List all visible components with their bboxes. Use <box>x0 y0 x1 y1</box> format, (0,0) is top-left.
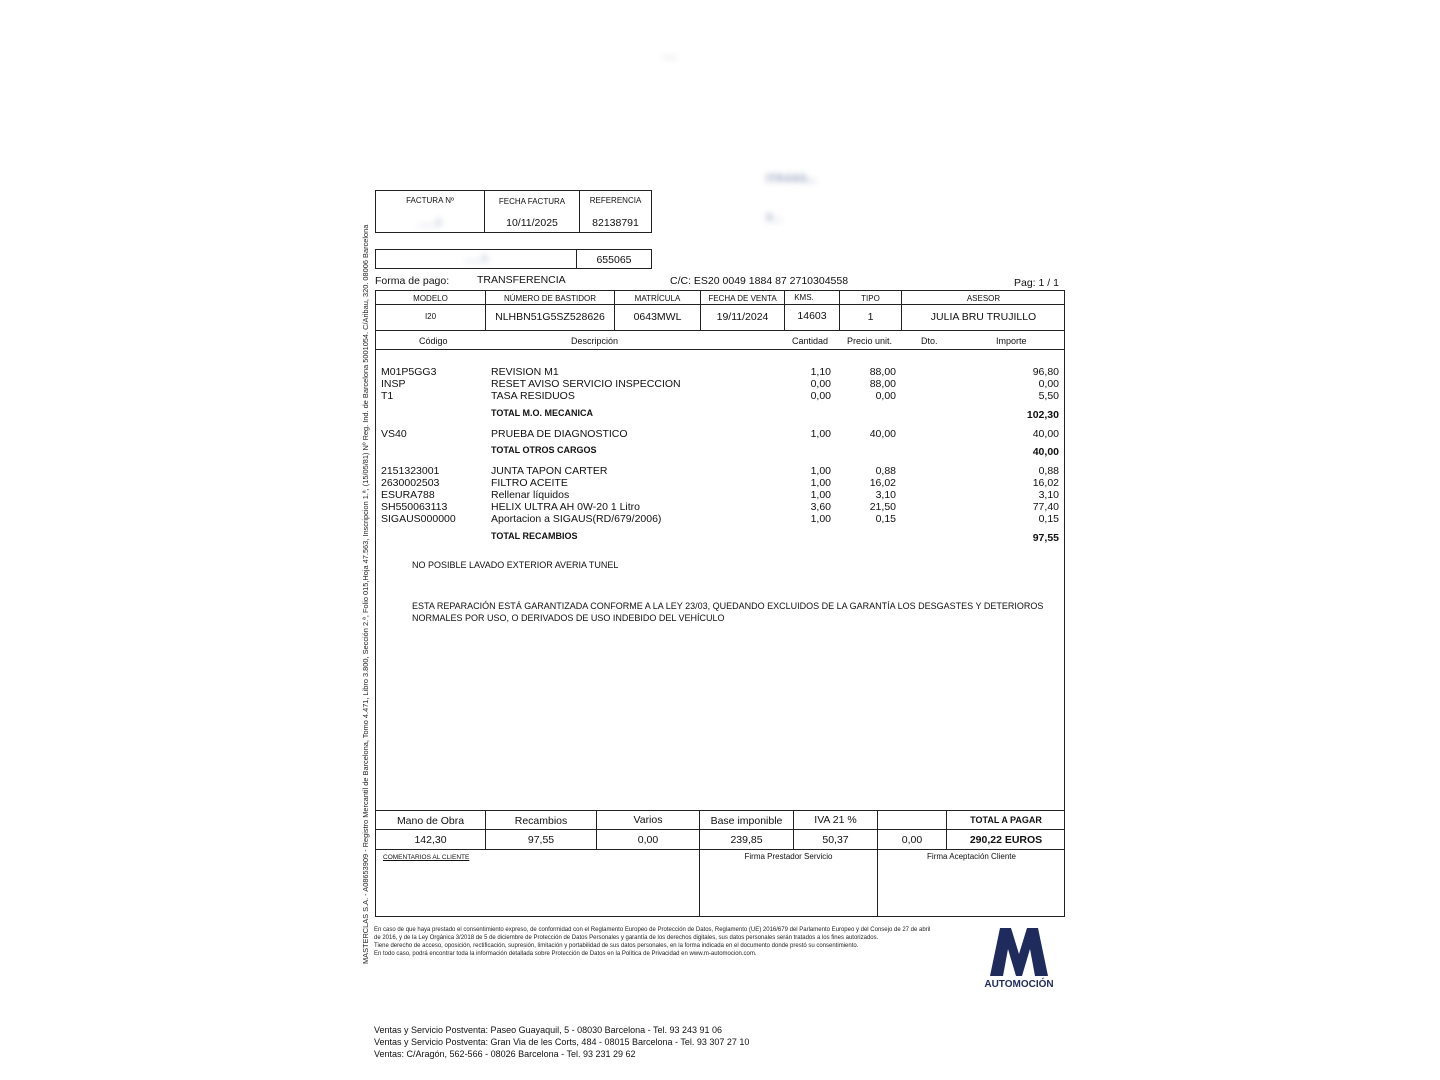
subtotal-label: TOTAL OTROS CARGOS <box>491 445 597 455</box>
line-code: T1 <box>381 390 394 402</box>
line-quantity: 1,00 <box>810 489 831 501</box>
blurred-recipient-line: B... <box>766 212 783 224</box>
line-description: TASA RESIDUOS <box>491 390 575 402</box>
factura-value: ......0 <box>418 217 442 229</box>
lines-header-precio: Precio unit. <box>847 336 893 346</box>
line-quantity: 1,10 <box>810 366 831 378</box>
totals-mano-obra: 142,30 <box>414 834 447 846</box>
line-amount: 0,15 <box>1038 513 1059 525</box>
line-amount: 40,00 <box>1032 428 1059 440</box>
line-amount: 96,80 <box>1032 366 1059 378</box>
vehicle-fecha-venta: 19/11/2024 <box>716 311 769 323</box>
totals-total-a-pagar: 290,22 EUROS <box>969 834 1043 846</box>
totals-header-total: TOTAL A PAGAR <box>970 815 1042 825</box>
legal-line: En todo caso, podrá encontrar toda la información detallada sobre Protección de Datos en la Política de Privacidad en www.m-automocion.com. <box>374 951 757 957</box>
line-unit-price: 0,00 <box>875 390 896 402</box>
vehicle-header-tipo: TIPO <box>861 294 880 303</box>
totals-header-iva: IVA 21 % <box>814 814 857 826</box>
vehicle-header-fecha-venta: FECHA DE VENTA <box>708 294 777 303</box>
vehicle-bastidor: NLHBN51G5SZ528626 <box>495 311 605 323</box>
line-unit-price: 16,02 <box>869 477 896 489</box>
totals-header-mano-obra: Mano de Obra <box>396 815 465 827</box>
client-code-right: 655065 <box>596 254 632 266</box>
referencia-label: REFERENCIA <box>589 196 642 205</box>
vehicle-kms: 14603 <box>797 310 827 322</box>
line-unit-price: 21,50 <box>869 501 896 513</box>
line-amount: 0,00 <box>1038 378 1059 390</box>
totals-header-varios: Varios <box>633 814 663 826</box>
vehicle-tipo: 1 <box>867 311 874 323</box>
fecha-factura-value: 10/11/2025 <box>506 217 558 229</box>
totals-iva: 50,37 <box>822 834 849 846</box>
line-unit-price: 3,10 <box>875 489 896 501</box>
line-code: VS40 <box>381 428 407 440</box>
totals-recambios: 97,55 <box>527 834 555 846</box>
line-description: JUNTA TAPON CARTER <box>491 465 608 477</box>
line-code: M01P5GG3 <box>381 366 437 378</box>
blurred-recipient-title: ITRANS... <box>766 173 817 185</box>
line-quantity: 3,60 <box>810 501 831 513</box>
subtotal-amount: 97,55 <box>1032 532 1059 544</box>
vehicle-header-asesor: ASESOR <box>966 294 1001 303</box>
line-quantity: 1,00 <box>810 428 831 440</box>
vehicle-asesor: JULIA BRU TRUJILLO <box>930 311 1037 323</box>
footer-address: Ventas y Servicio Postventa: Paseo Guayaquil, 5 - 08030 Barcelona - Tel. 93 243 91 06 <box>374 1025 723 1035</box>
note-garantia-line2: NORMALES POR USO, O DERIVADOS DE USO INDEBIDO DEL VEHÍCULO <box>412 613 725 623</box>
vehicle-header-matricula: MATRÍCULA <box>634 294 681 303</box>
line-code: 2630002503 <box>381 477 440 489</box>
note-lavado: NO POSIBLE LAVADO EXTERIOR AVERIA TUNEL <box>412 560 619 570</box>
line-description: Rellenar líquidos <box>491 489 570 501</box>
vehicle-header-kms: KMS. <box>794 293 814 302</box>
line-code: 2151323001 <box>381 465 440 477</box>
factura-label: FACTURA Nº <box>406 196 454 205</box>
page-number: Pag: 1 / 1 <box>1014 277 1059 289</box>
legal-text <box>374 926 984 958</box>
subtotal-label: TOTAL RECAMBIOS <box>491 531 578 541</box>
line-description: FILTRO ACEITE <box>491 477 568 489</box>
totals-header-base: Base imponible <box>710 815 783 827</box>
line-quantity: 1,00 <box>810 477 831 489</box>
line-code: INSP <box>381 378 406 390</box>
lines-header-descripcion: Descripción <box>571 336 619 346</box>
lines-header-dto: Dto. <box>921 336 938 346</box>
line-description: HELIX ULTRA AH 0W-20 1 Litro <box>491 501 641 513</box>
line-amount: 5,50 <box>1038 390 1059 402</box>
note-garantia-line1: ESTA REPARACIÓN ESTÁ GARANTIZADA CONFORME A LA LEY 23/03, QUEDANDO EXCLUIDOS DE LA GARANTÍA LOS DESGASTES Y DETERIOROS <box>412 601 1044 611</box>
legal-line: de 2016, y de la Ley Orgánica 3/2018 de 5 de diciembre de Protección de Datos Personales y garantía de los derechos digitales, sus datos personales serán tratados a los fines autorizados. <box>374 935 879 941</box>
line-code: ESURA788 <box>381 489 435 501</box>
line-unit-price: 88,00 <box>869 366 896 378</box>
line-quantity: 1,00 <box>810 465 831 477</box>
lines-header-codigo: Código <box>419 336 448 346</box>
totals-base-imponible: 239,85 <box>730 834 763 846</box>
line-code: SIGAUS000000 <box>381 513 456 525</box>
line-quantity: 0,00 <box>810 390 831 402</box>
line-description: REVISION M1 <box>491 366 559 378</box>
subtotal-amount: 102,30 <box>1026 409 1059 421</box>
referencia-value: 82138791 <box>592 217 639 229</box>
line-unit-price: 0,88 <box>875 465 896 477</box>
line-description: Aportacion a SIGAUS(RD/679/2006) <box>491 513 662 525</box>
line-description: PRUEBA DE DIAGNOSTICO <box>491 428 628 440</box>
line-quantity: 1,00 <box>810 513 831 525</box>
totals-header-recambios: Recambios <box>514 815 568 827</box>
blurred-header-text: ...... <box>662 50 678 60</box>
legal-line: En caso de que haya prestado el consentimiento expreso, de conformidad con el Reglamento Europeo de Protección de Datos, Reglamento (UE) 2016/679 del Parlamento Europeo y del Consejo de 27 de abril <box>374 927 931 933</box>
line-unit-price: 0,15 <box>875 513 896 525</box>
footer-address: Ventas y Servicio Postventa: Gran Via de les Corts, 484 - 08015 Barcelona - Tel. 93 307 27 10 <box>374 1037 750 1047</box>
vehicle-modelo: I20 <box>424 312 437 321</box>
line-unit-price: 88,00 <box>869 378 896 390</box>
m-logo-icon <box>976 925 1062 977</box>
footer-address: Ventas: C/Aragón, 562-566 - 08026 Barcelona - Tel. 93 231 29 62 <box>374 1049 636 1059</box>
payment-method: TRANSFERENCIA <box>477 274 566 286</box>
line-description: RESET AVISO SERVICIO INSPECCION <box>491 378 681 390</box>
subtotal-label: TOTAL M.O. MECANICA <box>491 408 593 418</box>
line-code: SH550063113 <box>381 501 448 513</box>
vehicle-header-modelo: MODELO <box>413 294 448 303</box>
line-unit-price: 40,00 <box>869 428 896 440</box>
legal-line: Tiene derecho de acceso, oposición, rectificación, supresión, limitación y portabilidad de sus datos personales, en la forma indicada en el documento donde prestó su consentimiento. <box>374 943 859 949</box>
lines-header-importe: Importe <box>996 336 1027 346</box>
payment-label: Forma de pago: <box>375 275 450 287</box>
fecha-factura-label: FECHA FACTURA <box>498 197 566 206</box>
registry-side-text: MASTERCLAS S.A. - A08653909 - Registro Mercantil de Barcelona, Tomo 4.471, Libro 3.800, Sección 2.ª, Folio 015,Hoja 47.563, Inscripcion 1.ª, (15/05/81) Nº Reg. Ind. de Barcelona 5001054. C/Aribau, 320. 08006 Barcelona <box>361 224 370 964</box>
comments-label: COMENTARIOS AL CLIENTE <box>383 854 470 861</box>
vehicle-matricula: 0643MWL <box>633 311 682 323</box>
line-amount: 0,88 <box>1038 465 1059 477</box>
lines-header-cantidad: Cantidad <box>792 336 829 346</box>
firma-cliente-label: Firma Aceptación Cliente <box>927 852 1016 861</box>
totals-varios: 0,00 <box>637 834 659 846</box>
line-amount: 16,02 <box>1032 477 1059 489</box>
client-code-left: ......5 <box>464 253 488 265</box>
totals-extra: 0,00 <box>901 834 923 846</box>
subtotal-amount: 40,00 <box>1032 446 1059 458</box>
line-amount: 3,10 <box>1038 489 1059 501</box>
line-quantity: 0,00 <box>810 378 831 390</box>
line-amount: 77,40 <box>1032 501 1059 513</box>
vehicle-header-bastidor: NÚMERO DE BASTIDOR <box>503 294 596 303</box>
m-automocion-logo <box>976 925 1062 991</box>
logo-brand-text: AUTOMOCIÓN <box>984 979 1054 990</box>
firma-prestador-label: Firma Prestador Servicio <box>744 852 833 861</box>
payment-account: C/C: ES20 0049 1884 87 2710304558 <box>670 275 849 287</box>
